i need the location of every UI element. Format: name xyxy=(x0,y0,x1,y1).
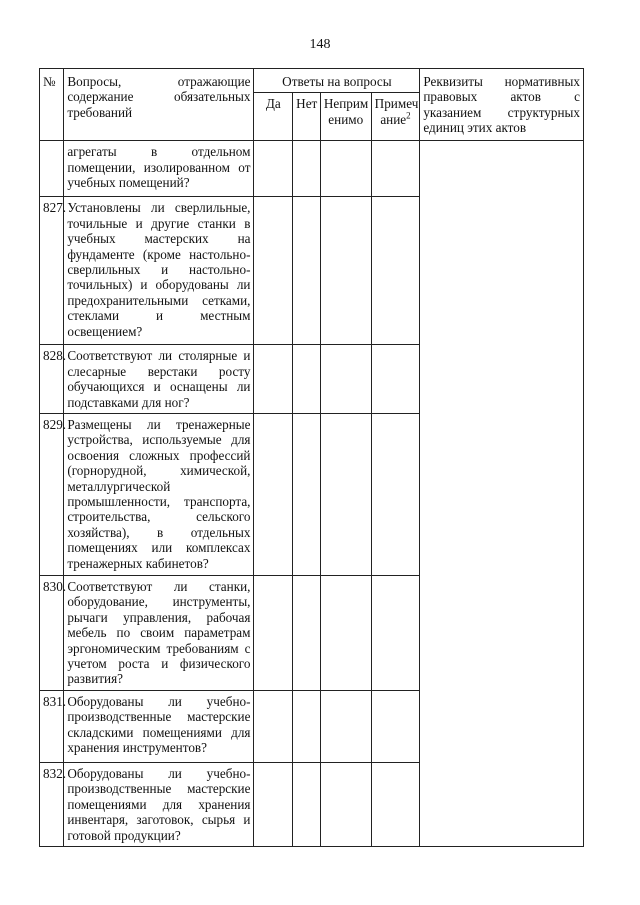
row-num: 830. xyxy=(40,576,64,691)
cell-note xyxy=(371,576,420,691)
header-note xyxy=(371,93,420,141)
header-requisites: Реквизиты нормативных правовых актов с указанием структурных единиц этих актов xyxy=(420,69,584,141)
cell-no xyxy=(293,576,321,691)
row-question: Размещены ли тренажерные устройства, используемые для освоения сложных профессий (горнорудной, химической, металлургической промышленности, транспорта, строительства, сельского хозяйства), в отдельных помещениях или комплексах тренажерных кабинетов? xyxy=(64,414,254,576)
cell-yes xyxy=(254,197,293,345)
row-num: 829. xyxy=(40,414,64,576)
cell-no xyxy=(293,414,321,576)
header-not-applicable: Неприм енимо xyxy=(320,93,371,141)
cell-yes xyxy=(254,691,293,763)
header-num: № xyxy=(40,69,64,141)
cell-yes xyxy=(254,576,293,691)
cell-not-applicable xyxy=(320,345,371,414)
cell-note xyxy=(371,763,420,847)
cell-note xyxy=(371,345,420,414)
header-note-footnote: 2 xyxy=(406,110,411,121)
cell-yes xyxy=(254,345,293,414)
cell-not-applicable xyxy=(320,141,371,197)
cell-no xyxy=(293,197,321,345)
cell-yes xyxy=(254,141,293,197)
cell-note xyxy=(371,691,420,763)
row-num: 831. xyxy=(40,691,64,763)
cell-no xyxy=(293,691,321,763)
row-num: 828. xyxy=(40,345,64,414)
row-question: Соответствуют ли столярные и слесарные верстаки росту обучающихся и оснащены ли подставками для ног? xyxy=(64,345,254,414)
cell-yes xyxy=(254,763,293,847)
header-question: Вопросы, отражающие содержание обязательных требований xyxy=(64,69,254,141)
header-row xyxy=(40,69,584,93)
row-num: 827. xyxy=(40,197,64,345)
cell-note xyxy=(371,414,420,576)
table-row xyxy=(40,141,584,197)
cell-not-applicable xyxy=(320,197,371,345)
cell-not-applicable xyxy=(320,576,371,691)
cell-not-applicable xyxy=(320,691,371,763)
row-question: Оборудованы ли учебно-производственные мастерские складскими помещениями для хранения инструментов? xyxy=(64,691,254,763)
row-question: Оборудованы ли учебно-производственные мастерские помещениями для хранения инвентаря, заготовок, сырья и готовой продукции? xyxy=(64,763,254,847)
header-note-label: Примеч ание xyxy=(374,96,419,127)
cell-not-applicable xyxy=(320,414,371,576)
header-no: Нет xyxy=(293,93,321,141)
header-answers-group: Ответы на вопросы xyxy=(254,69,420,93)
row-question: Соответствуют ли станки, оборудование, инструменты, рычаги управления, рабочая мебель по своим параметрам эргономическим требованиям с учетом роста и физического развития? xyxy=(64,576,254,691)
cell-no xyxy=(293,141,321,197)
row-num: 832. xyxy=(40,763,64,847)
cell-no xyxy=(293,345,321,414)
cell-requisites xyxy=(420,141,584,847)
row-question: Установлены ли сверлильные, точильные и другие станки в учебных мастерских на фундаменте (кроме настольно-сверлильных и настольно-точильных) и оборудованы ли предохранительными сетками, стеклами и местным освещением? xyxy=(64,197,254,345)
cell-note xyxy=(371,197,420,345)
row-question: агрегаты в отдельном помещении, изолированном от учебных помещений? xyxy=(64,141,254,197)
row-num xyxy=(40,141,64,197)
header-yes: Да xyxy=(254,93,293,141)
page-number: 148 xyxy=(309,37,331,52)
cell-yes xyxy=(254,414,293,576)
cell-not-applicable xyxy=(320,763,371,847)
cell-no xyxy=(293,763,321,847)
cell-note xyxy=(371,141,420,197)
checklist-table xyxy=(39,68,584,847)
